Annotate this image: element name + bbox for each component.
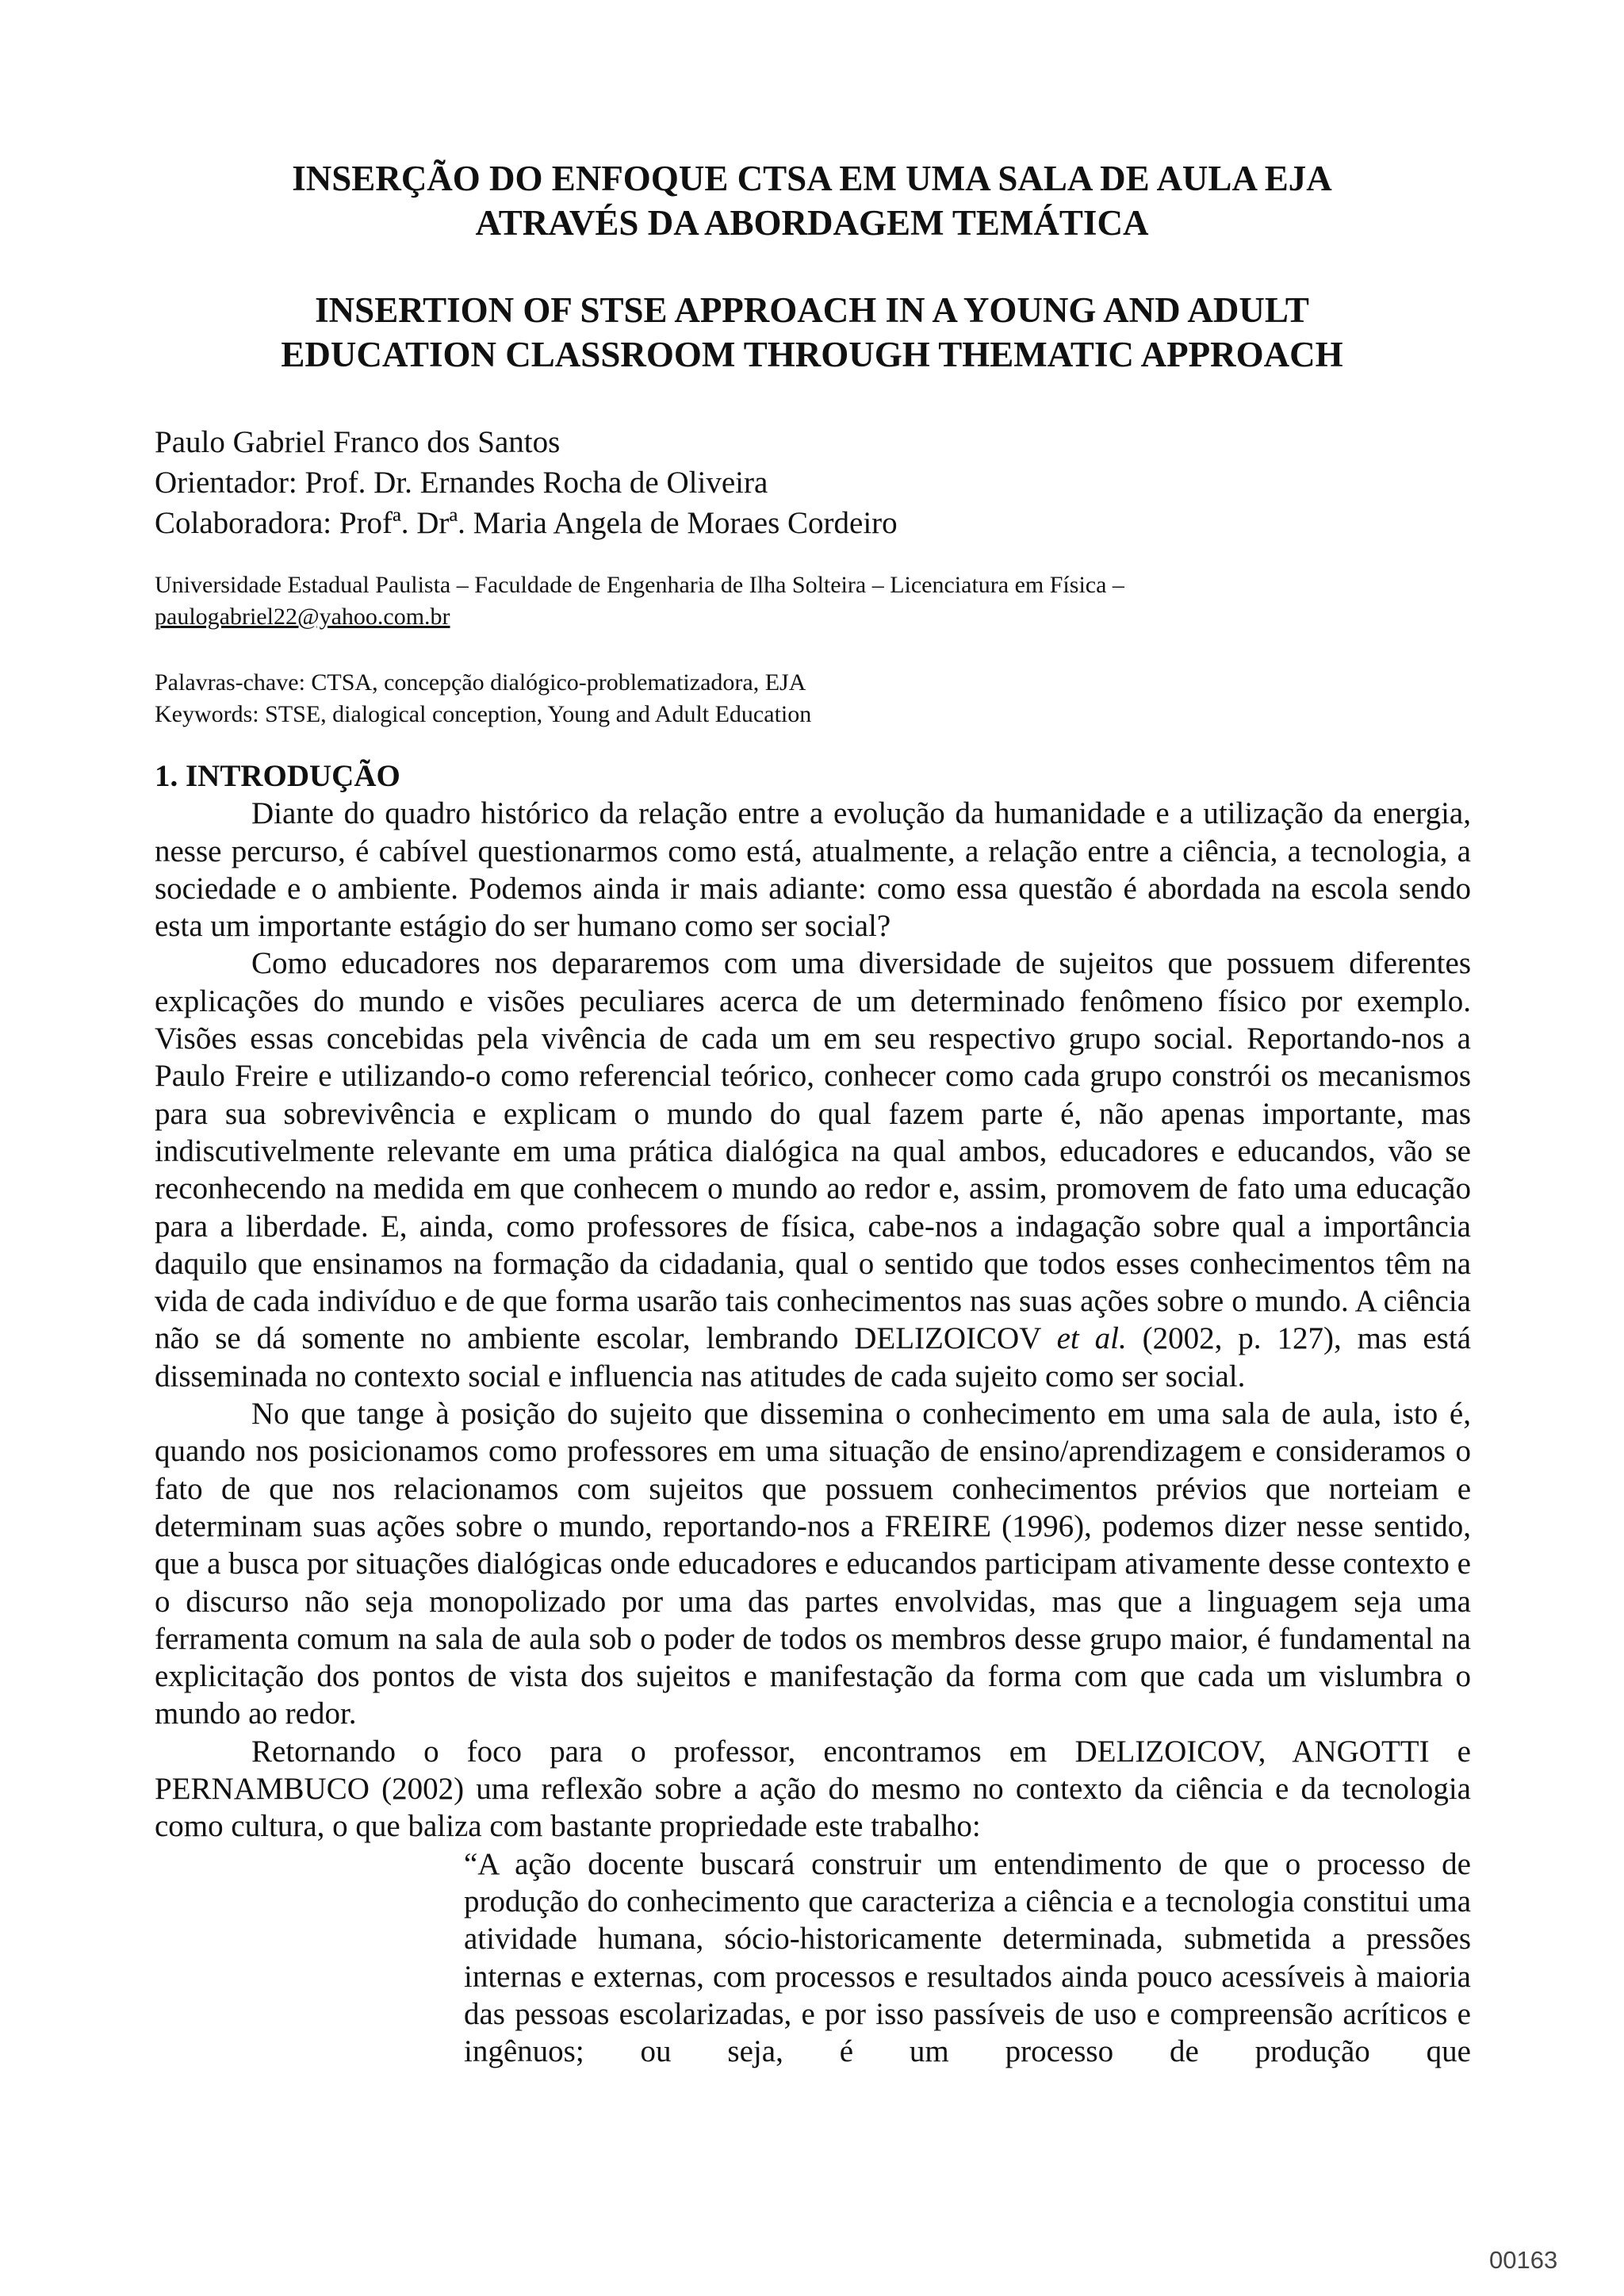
title-pt-line-2: ATRAVÉS DA ABORDAGEM TEMÁTICA xyxy=(475,203,1149,243)
page-number: 00163 xyxy=(1489,2246,1558,2274)
keywords-en: Keywords: STSE, dialogical conception, Young and Adult Education xyxy=(155,701,812,727)
email-link[interactable]: paulogabriel22@yahoo.com.br xyxy=(155,604,450,630)
paragraph-2-et-al: et al. xyxy=(1056,1321,1127,1356)
title-portuguese xyxy=(155,156,1469,245)
paragraph-2-text-a: Como educadores nos depararemos com uma diversidade de sujeitos que possuem diferentes explicações do mundo e visões peculiares acerca de um determinado fenômeno físico por exemplo. Visões essas concebidas pela vivência de cada um em seu respectivo grupo social. Reportando-nos a Paulo Freire e utilizando-o como referencial teórico, conhecer como cada grupo constrói os mecanismos para sua sobrevivência e explicam o mundo do qual fazem parte é, não apenas importante, mas indiscutivelmente relevante em uma prática dialógica na qual ambos, educadores e educandos, vão se reconhecendo na medida em que conhecem o mundo ao redor e, assim, promovem de fato uma educação para a liberdade. E, ainda, como professores de física, cabe-nos a indagação sobre qual a importância daquilo que ensinamos na formação da cidadania, qual o sentido que todos esses conhecimentos têm na vida de cada indivíduo e de que forma usarão tais conhecimentos nas suas ações sobre o mundo. A ciência não se dá somente no ambiente escolar, lembrando DELIZOICOV xyxy=(155,946,1471,1356)
title-pt-line-1: INSERÇÃO DO ENFOQUE CTSA EM UMA SALA DE AULA EJA xyxy=(292,159,1332,198)
title-en-line-1: INSERTION OF STSE APPROACH IN A YOUNG AND ADULT xyxy=(315,290,1309,330)
paragraph-2-text-b: (2002, p. 127), mas está disseminada no contexto social e influencia nas atitudes de cada sujeito como ser social. xyxy=(155,1321,1472,1393)
keywords-block xyxy=(155,667,811,730)
institution: Universidade Estadual Paulista – Faculdade de Engenharia de Ilha Solteira – Licenciatura em Física – xyxy=(155,572,1124,598)
title-en-line-2: EDUCATION CLASSROOM THROUGH THEMATIC APPROACH xyxy=(281,335,1343,374)
collaborator-name: Colaboradora: Profª. Drª. Maria Angela de Moraes Cordeiro xyxy=(155,506,898,540)
paragraph-3: No que tange à posição do sujeito que dissemina o conhecimento em uma sala de aula, isto é, quando nos posicionamos como professores em uma situação de ensino/aprendizagem e consideramos o fato de que nos relacionamos com sujeitos que possuem conhecimentos prévios que norteiam e determinam suas ações sobre o mundo, reportando-nos a FREIRE (1996), podemos dizer nesse sentido, que a busca por situações dialógicas onde educadores e educandos participam ativamente desse contexto e o discurso não seja monopolizado por uma das partes envolvidas, mas que a linguagem seja uma ferramenta comum na sala de aula sob o poder de todos os membros desse grupo maior, é fundamental na explicitação dos pontos de vista dos sujeitos e manifestação da forma com que cada um vislumbra o mundo ao redor. xyxy=(155,1397,1471,1731)
advisor-name: Orientador: Prof. Dr. Ernandes Rocha de Oliveira xyxy=(155,466,768,500)
section-heading: 1. INTRODUÇÃO xyxy=(155,759,400,793)
author-name: Paulo Gabriel Franco dos Santos xyxy=(155,425,561,459)
paragraph-1: Diante do quadro histórico da relação entre a evolução da humanidade e a utilização da energia, nesse percurso, é cabível questionarmos como está, atualmente, a relação entre a ciência, a tecnologia, a sociedade e o ambiente. Podemos ainda ir mais adiante: como essa questão é abordada na escola sendo esta um importante estágio do ser humano como ser social? xyxy=(155,796,1471,944)
affiliation xyxy=(155,569,1471,633)
title-english xyxy=(155,288,1469,377)
author-block xyxy=(155,422,898,543)
block-quote: “A ação docente buscará construir um entendimento de que o processo de produção do conhecimento que caracteriza a ciência e a tecnologia constitui uma atividade humana, sócio-historicamente determinada, submetida a pressões internas e externas, com processos e resultados ainda pouco acessíveis à maioria das pessoas escolarizadas, e por isso passíveis de uso e compreensão acríticos e ingênuos; ou seja, é um processo de produção que xyxy=(464,1846,1471,2069)
body-text xyxy=(155,757,1471,2070)
keywords-pt: Palavras-chave: CTSA, concepção dialógico-problematizadora, EJA xyxy=(155,669,806,696)
paragraph-4: Retornando o foco para o professor, encontramos em DELIZOICOV, ANGOTTI e PERNAMBUCO (2002) uma reflexão sobre a ação do mesmo no contexto da ciência e da tecnologia como cultura, o que baliza com bastante propriedade este trabalho: xyxy=(155,1734,1471,1844)
paragraph-2 xyxy=(155,945,1471,1395)
